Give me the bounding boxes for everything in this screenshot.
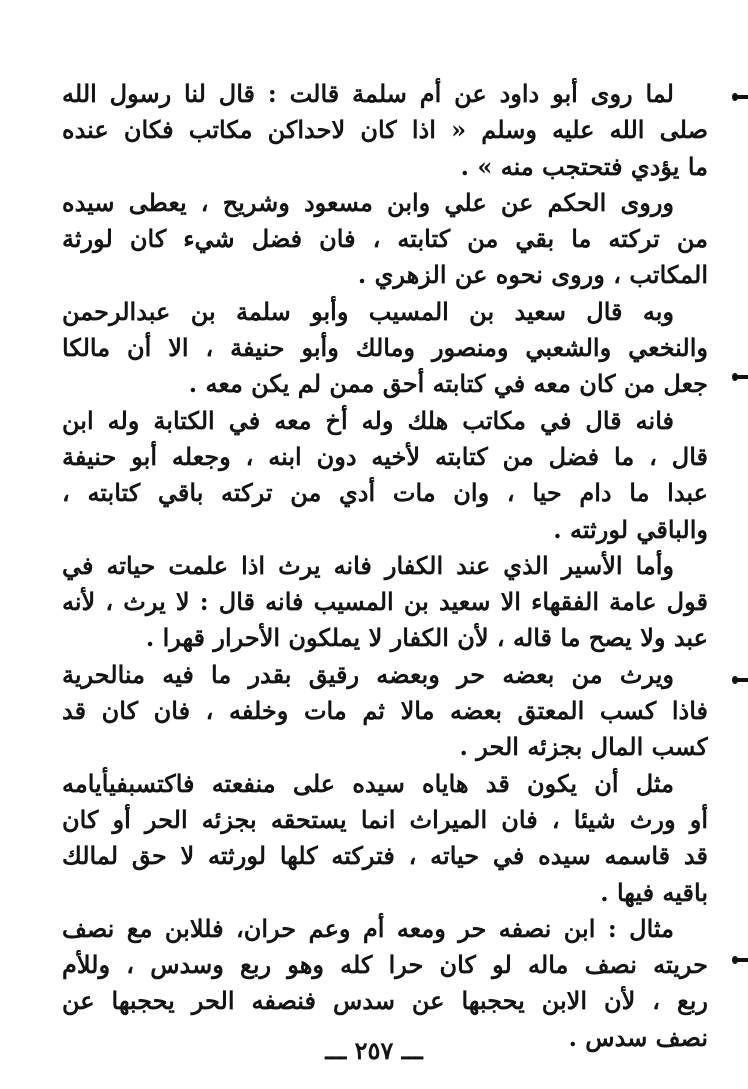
text-line: وبه قال سعيد بن المسيب وأبو سلمة بن عبدالرحمن — [62, 296, 674, 326]
text-line: والباقي لورثته . — [553, 514, 708, 544]
text-line: ما يؤدي فتحتجب منه » . — [460, 151, 708, 181]
text-line: أو ورث شيئا ، فان الميراث انما يستحقه بجزئه الحر أو كان — [62, 804, 708, 834]
text-line: ربع ، لأن الابن يحجبها عن سدس فنصفه الحر يحجبها عن — [62, 986, 708, 1016]
text-line: جعل من كان معه في كتابته أحق ممن لم يكن معه . — [188, 369, 708, 399]
margin-mark — [736, 375, 748, 379]
paragraph — [62, 548, 708, 657]
paragraph — [62, 185, 708, 294]
text-line: قد قاسمه سيده في حياته ، فتركته كلها لورثته لا حق لمالك — [62, 841, 708, 871]
text-line: قول عامة الفقهاء الا سعيد بن المسيب فانه قال : لا يرث ، لأنه — [62, 587, 708, 617]
text-line: عبد ولا يصح ما قاله ، لأن الكفار لا يملكون الأحرار قهرا . — [145, 623, 708, 653]
text-line: صلى الله عليه وسلم « اذا كان لاحداكن مكاتب فكان عنده — [62, 115, 708, 145]
paragraph — [62, 911, 708, 1056]
text-line: مثل أن يكون قد هاياه سيده على منفعته فاكتسبفيأيامه — [62, 768, 674, 798]
text-line: قال ، ما فضل من كتابته لأخيه دون ابنه ، وجعله أبو حنيفة — [62, 441, 708, 471]
text-line: مثال : ابن نصفه حر ومعه أم وعم حران، فللابن مع نصف — [62, 913, 674, 943]
paragraph — [62, 403, 708, 548]
text-line: باقيه فيها . — [600, 877, 708, 907]
text-line: نصف سدس . — [568, 1022, 708, 1052]
text-line: كسب المال بجزئه الحر . — [459, 732, 708, 762]
text-line: عبدا ما دام حيا ، وان مات أدي من تركته باقي كتابته ، — [62, 478, 708, 508]
text-line: المكاتب ، وروى نحوه عن الزهري . — [357, 260, 708, 290]
paragraph — [62, 657, 708, 766]
text-line: ويرث من بعضه حر وبعضه رقيق بقدر ما فيه منالحرية — [62, 659, 674, 689]
margin-mark — [736, 95, 748, 99]
text-line: فاذا كسب المعتق بعضه مالا ثم مات وخلفه ، فان كان قد — [62, 696, 708, 726]
text-line: من تركته ما بقي من كتابته ، فان فضل شيء كان لورثة — [62, 224, 708, 254]
paragraph — [62, 294, 708, 403]
body-text — [62, 76, 708, 1056]
page-number: ـــ ٢٥٧ ـــ — [325, 1036, 423, 1065]
margin-mark — [736, 958, 748, 962]
margin-mark — [736, 678, 748, 682]
text-line: حريته نصف ماله لو كان حرا كله وهو ربع وسدس ، وللأم — [62, 950, 708, 980]
text-line: لما روى أبو داود عن أم سلمة قالت : قال لنا رسول الله — [62, 79, 674, 108]
text-line: والنخعي والشعبي ومنصور ومالك وأبو حنيفة ، الا أن مالكا — [62, 333, 708, 363]
text-line: فانه قال في مكاتب هلك وله أخ معه في الكتابة وله ابن — [62, 405, 674, 435]
text-line: وروى الحكم عن علي وابن مسعود وشريح ، يعطى سيده — [62, 187, 674, 217]
text-line: وأما الأسير الذي عند الكفار فانه يرث اذا علمت حياته في — [62, 550, 674, 580]
paragraph — [62, 76, 708, 185]
paragraph — [62, 766, 708, 911]
